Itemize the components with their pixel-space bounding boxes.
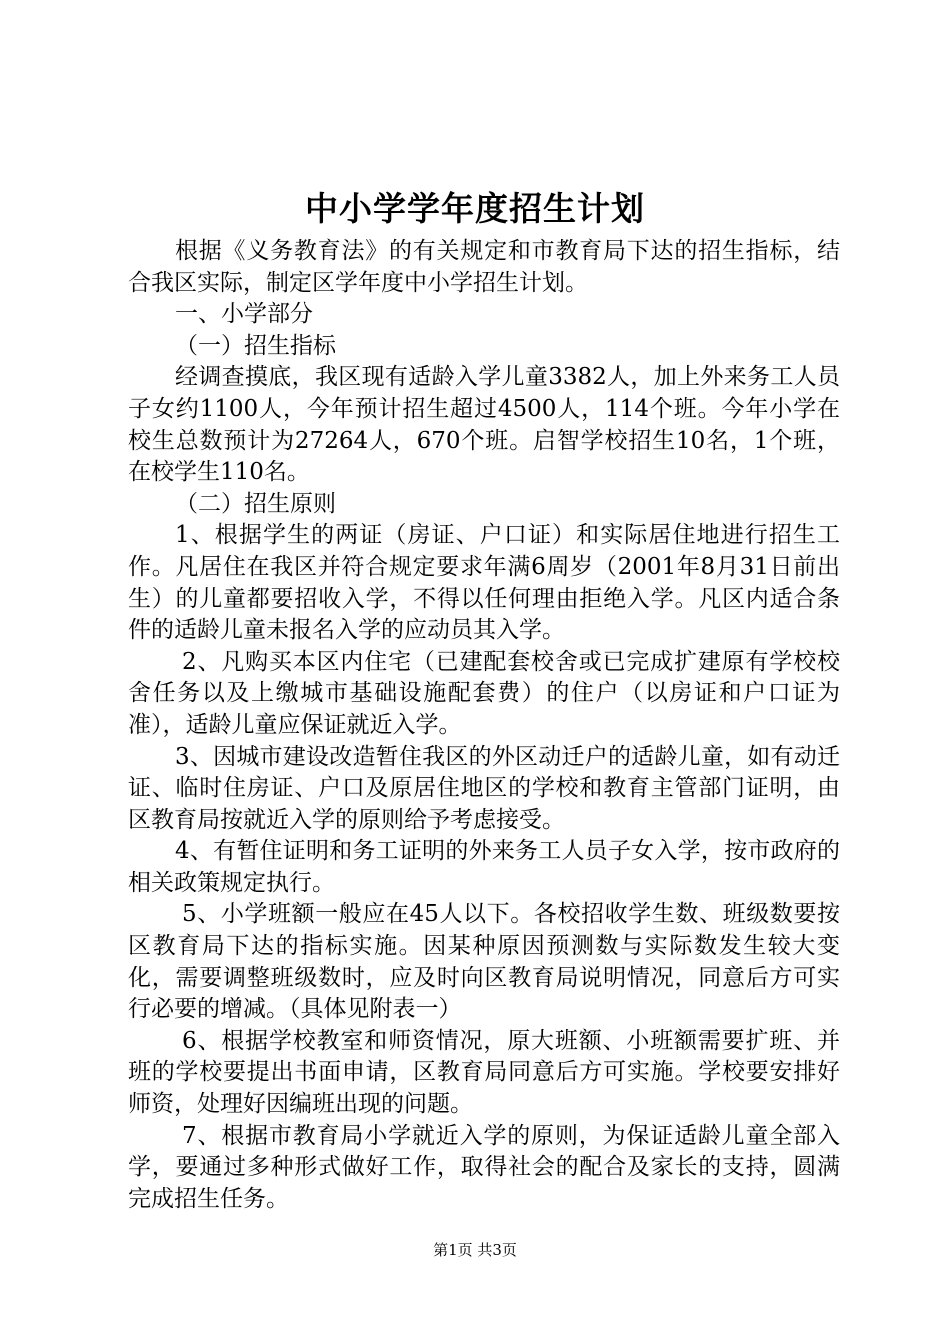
document-title: 中小学学年度招生计划: [305, 189, 645, 228]
section-heading-primary: 一、小学部分: [175, 301, 313, 328]
paragraph-principle-4: 4、有暂住证明和务工证明的外来务工人员子女入学，按市政府的相关政策规定执行。: [128, 838, 840, 896]
subsection-heading-quota: （一）招生指标: [175, 332, 336, 359]
paragraph-intro: 根据《义务教育法》的有关规定和市教育局下达的招生指标，结合我区实际，制定区学年度中小学招生计划。: [128, 238, 840, 296]
paragraph-principle-1: 1、根据学生的两证（房证、户口证）和实际居住地进行招生工作。凡居住在我区并符合规定要求年满6周岁（2001年8月31日前出生）的儿童都要招收入学，不得以任何理由拒绝入学。凡区内适合条件的适龄儿童未报名入学的应动员其入学。: [128, 522, 840, 644]
paragraph-principle-6: 6、根据学校教室和师资情况，原大班额、小班额需要扩班、并班的学校要提出书面申请，区教育局同意后方可实施。学校要安排好师资，处理好因编班出现的问题。: [128, 1027, 840, 1118]
subsection-heading-principles: （二）招生原则: [175, 490, 336, 517]
paragraph-principle-5: 5、小学班额一般应在45人以下。各校招收学生数、班级数要按区教育局下达的指标实施。因某种原因预测数与实际数发生较大变化，需要调整班级数时，应及时向区教育局说明情况，同意后方可实行必要的增减。（具体见附表一）: [128, 901, 840, 1023]
paragraph-principle-3: 3、因城市建设改造暂住我区的外区动迁户的适龄儿童，如有动迁证、临时住房证、户口及原居住地区的学校和教育主管部门证明，由区教育局按就近入学的原则给予考虑接受。: [128, 743, 840, 833]
page-footer: 第1页 共3页: [433, 1241, 517, 1259]
paragraph-quota: 经调查摸底，我区现有适龄入学儿童3382人，加上外来务工人员子女约1100人，今年预计招生超过4500人，114个班。今年小学在校生总数预计为27264人，670个班。启智学校招生10名，1个班，在校学生110名。: [128, 364, 840, 486]
paragraph-principle-7: 7、根据市教育局小学就近入学的原则，为保证适龄儿童全部入学，要通过多种形式做好工作，取得社会的配合及家长的支持，圆满完成招生任务。: [128, 1122, 840, 1212]
paragraph-principle-2: 2、凡购买本区内住宅（已建配套校舍或已完成扩建原有学校校舍任务以及上缴城市基础设施配套费）的住户（以房证和户口证为准），适龄儿童应保证就近入学。: [128, 648, 840, 738]
document-body: [128, 236, 840, 1215]
